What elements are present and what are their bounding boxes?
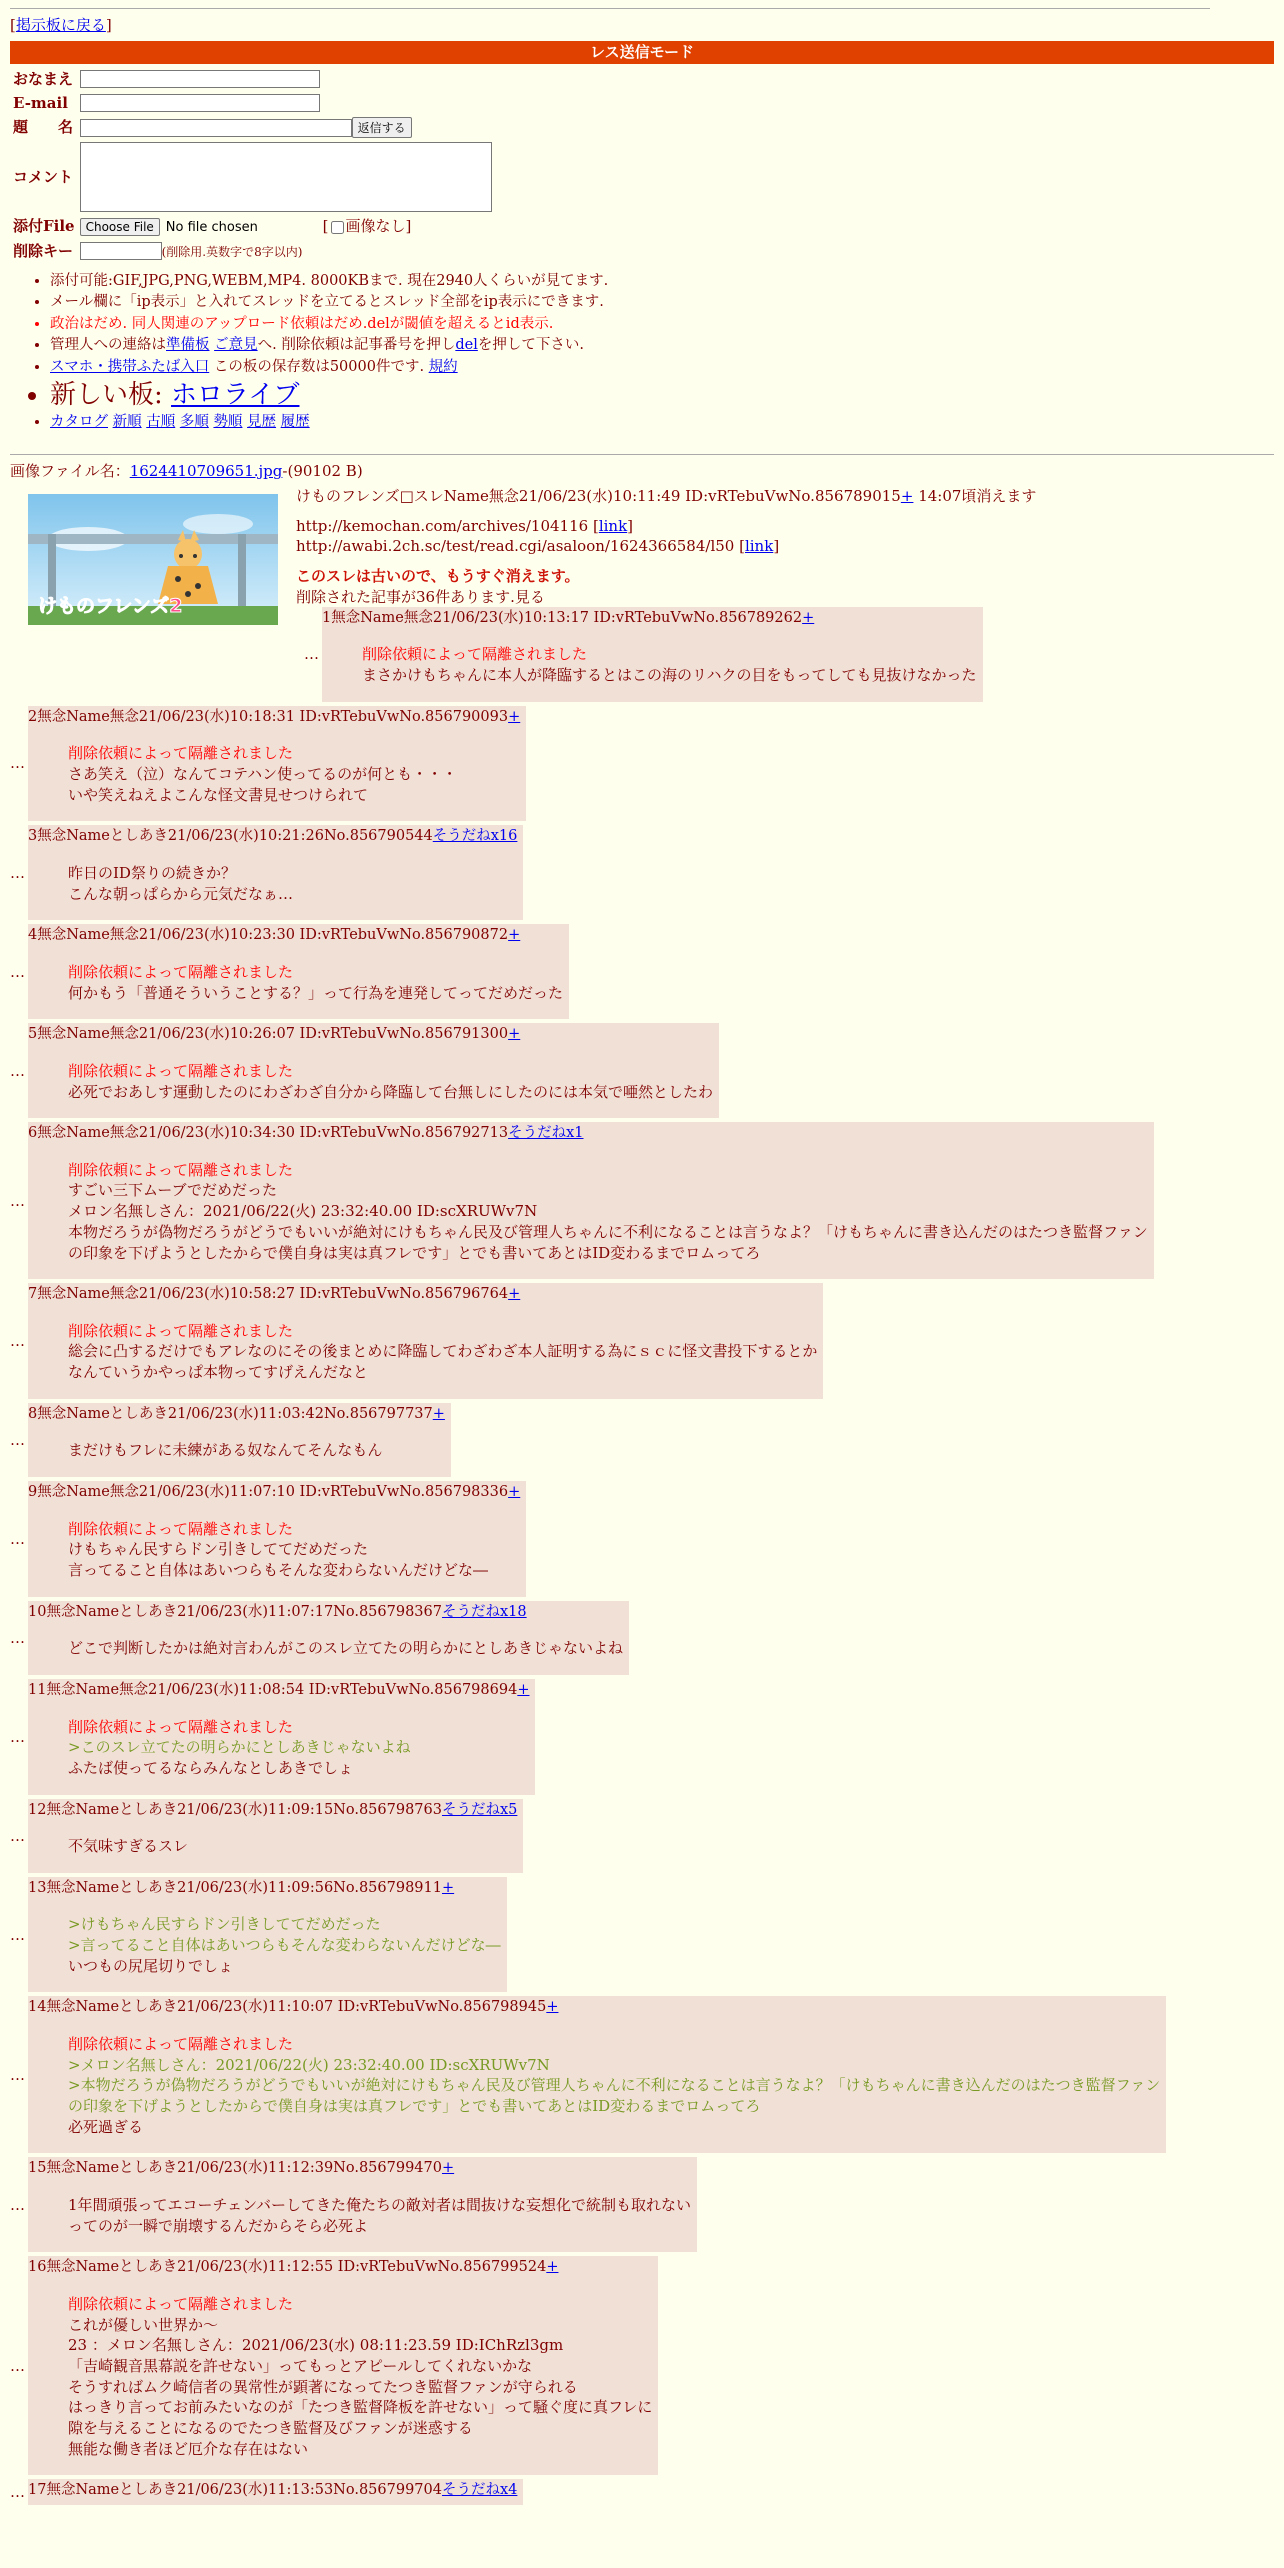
reply-body	[68, 2294, 652, 2460]
op-url-1-end: ]	[627, 516, 634, 535]
reply-header-text: 6無念Name無念21/06/23(水)10:34:30 ID:vRTebuVwNo.856792713	[28, 1125, 509, 1142]
note-ip: • メール欄に「ip表示」と入れてスレッドを立てるとスレッド全部をip表示にできます.	[50, 293, 1274, 313]
reply-row	[10, 2256, 1274, 2475]
quote-line: >本物だろうが偽物だろうがどうでもいいが絶対にけもちゃん民及び管理人ちゃんに不利になることは言うなよ？「けもちゃんに書き込んだのはたつき監督ファン	[68, 2076, 1161, 2095]
note-contact-text-2: へ. 削除依頼は記事番号を押し	[257, 337, 456, 354]
reply-row	[10, 2479, 1274, 2505]
reply-line: 1年間頑張ってエコーチェンバーしてきた俺たちの敵対者は間抜けな妄想化で統制も取れない	[68, 2196, 692, 2215]
reply-header-text: 3無念Nameとしあき21/06/23(水)10:21:26No.856790544	[28, 828, 433, 845]
reply-header-text: 1無念Name無念21/06/23(水)10:13:17 ID:vRTebuVwNo.856789262	[322, 609, 803, 626]
reply-header	[28, 1603, 623, 1623]
sodane-button[interactable]: そうだねx18	[441, 1603, 527, 1620]
sort-momentum-link[interactable]: 勢順	[213, 413, 243, 430]
reply-post	[28, 1877, 507, 1993]
reply-ellipsis: …	[10, 1925, 25, 1944]
reply-ellipsis: …	[10, 1628, 25, 1647]
sort-old-link[interactable]: 古順	[146, 413, 176, 430]
reply-line: まさかけもちゃんに本人が降臨するとはこの海のリハクの目をもってしても見抜けなかった	[362, 666, 977, 685]
reply-post	[28, 2256, 658, 2475]
reply-row	[10, 1799, 1274, 1873]
reply-post	[28, 706, 526, 822]
reply-plus-link[interactable]: +	[802, 609, 815, 626]
reply-line: 「吉崎観音黒幕説を許せない」ってもっとアピールしてくれないかな	[68, 2357, 533, 2376]
reply-plus-link[interactable]: +	[508, 1026, 521, 1043]
reply-line: なんていうかやっぱ本物ってすげえんだなと	[68, 1363, 369, 1382]
reply-line: 総会に凸するだけでもアレなのにその後まとめに降臨してわざわざ本人証明する為にｓｃに怪文書投下するとか	[68, 1342, 818, 1361]
reply-line: の印象を下げようとしたからで僕自身は実は真フレです」とでも書いてあとはID変わるまでロムってろ	[68, 1243, 761, 1262]
reply-ellipsis: …	[10, 1331, 25, 1350]
comment-textarea[interactable]	[80, 142, 492, 212]
reply-row	[10, 1877, 1274, 1993]
reply-body	[68, 1638, 623, 1659]
reply-post	[28, 2157, 697, 2252]
reply-post	[28, 1283, 823, 1399]
reply-body	[68, 962, 563, 1003]
reply-row	[10, 1996, 1274, 2153]
choose-file-button[interactable]: Choose File	[80, 218, 160, 236]
deleted-notice: 削除依頼によって隔離されました	[68, 962, 294, 981]
reply-header	[28, 1483, 520, 1503]
name-label: おなまえ	[13, 69, 74, 88]
reply-post	[28, 1403, 451, 1477]
reply-line: こんな朝っぱらから元気だなぁ…	[68, 884, 294, 903]
reply-row	[10, 706, 1274, 822]
no-file-text: No file chosen	[165, 220, 258, 235]
history-link[interactable]: 履歴	[280, 413, 310, 430]
noimage-label: 画像なし	[345, 217, 406, 235]
reply-line: どこで判断したかは絶対言わんがこのスレ立てたの明らかにとしあきじゃないよね	[68, 1639, 624, 1658]
reply-header-text: 15無念Nameとしあき21/06/23(水)11:12:39No.856799470	[28, 2160, 442, 2177]
reply-ellipsis: …	[10, 2483, 25, 2502]
note-new-board	[50, 380, 1274, 411]
reply-post	[28, 924, 569, 1019]
sodane-button[interactable]: そうだねx1	[508, 1125, 584, 1142]
note-sort-links	[50, 413, 1274, 433]
reply-row	[10, 2157, 1274, 2252]
noimage-option: [ 画像なし]	[322, 217, 412, 235]
reply-header	[28, 1025, 713, 1045]
reply-header-text: 8無念Nameとしあき21/06/23(水)11:03:42No.856797737	[28, 1405, 433, 1422]
reply-header	[28, 2159, 691, 2179]
deleted-notice: 削除依頼によって隔離されました	[68, 2294, 294, 2313]
reply-ellipsis: …	[10, 962, 25, 981]
board-notes	[10, 272, 1274, 433]
old-thread-warning: このスレは古いので、もうすぐ消えます。	[296, 567, 580, 586]
reply-line: はっきり言ってお前みたいなのが「たつき監督降板を許せない」って騒ぐ度に真フレに	[68, 2398, 653, 2417]
reply-post	[322, 607, 983, 702]
reply-body	[68, 1836, 517, 1857]
reply-row	[10, 1283, 1274, 1399]
back-to-board-link[interactable]: 掲示板に戻る	[15, 16, 106, 34]
deleted-notice: 削除依頼によって隔離されました	[68, 744, 294, 763]
reply-header-text: 7無念Name無念21/06/23(水)10:58:27 ID:vRTebuVwNo.856796764	[28, 1286, 509, 1303]
hololive-board-link[interactable]: ホロライブ	[171, 379, 300, 410]
thread-divider	[10, 454, 1274, 455]
reply-header	[28, 708, 520, 728]
deleted-notice: 削除依頼によって隔離されました	[68, 1519, 294, 1538]
email-input[interactable]	[80, 94, 320, 112]
deleted-notice: 削除依頼によって隔離されました	[68, 1717, 294, 1736]
reply-header-text: 17無念Nameとしあき21/06/23(水)11:13:53No.856799704	[28, 2482, 442, 2499]
note-storage-text: この板の保存数は50000件です.	[209, 359, 429, 376]
op-link-2[interactable]: link	[744, 537, 774, 556]
top-divider	[10, 8, 1210, 9]
opinion-link[interactable]: ご意見	[214, 337, 258, 354]
subject-input[interactable]	[80, 119, 352, 137]
reply-plus-link[interactable]: +	[517, 1681, 530, 1698]
reply-line: 必死過ぎる	[68, 2117, 144, 2136]
reply-header-text: 16無念Nameとしあき21/06/23(水)11:12:55 ID:vRTebuVwNo.856799524	[28, 2259, 547, 2276]
noimage-checkbox[interactable]	[331, 221, 344, 234]
quote-line: >メロン名無しさん：2021/06/22(火) 23:32:40.00 ID:scXRUWv7N	[68, 2055, 550, 2074]
op-link-line-1	[296, 516, 1036, 536]
reply-line: 23 ：メロン名無しさん：2021/06/23(水) 08:11:23.59 ID:IChRzl3gm	[68, 2336, 564, 2355]
op-header	[296, 486, 1036, 506]
reply-header	[28, 1998, 1160, 2018]
reply-body	[68, 743, 520, 805]
reply-header-text: 5無念Name無念21/06/23(水)10:26:07 ID:vRTebuVwNo.856791300	[28, 1026, 509, 1043]
reply-ellipsis: …	[10, 1727, 25, 1746]
reply-row	[10, 1023, 1274, 1118]
reply-line: そうすればムク崎信者の異常性が顕著になってたつき監督ファンが守られる	[68, 2377, 578, 2396]
deleted-notice: 削除依頼によって隔離されました	[68, 1321, 294, 1340]
reply-header	[28, 2481, 517, 2501]
op-header-text: けものフレンズ□スレName無念21/06/23(水)10:11:49 ID:vRTebuVwNo.856789015	[296, 486, 901, 505]
reply-header-text: 12無念Nameとしあき21/06/23(水)11:09:15No.856798763	[28, 1801, 442, 1818]
reply-ellipsis: …	[10, 1529, 25, 1548]
reply-body	[68, 1061, 713, 1102]
reply-ellipsis: …	[10, 1826, 25, 1845]
viewed-history-link[interactable]: 見歴	[247, 413, 277, 430]
bracket-close: ]	[105, 16, 112, 34]
reply-line: 無能な働き者ほど厄介な存在はない	[68, 2439, 309, 2458]
reply-header	[28, 1285, 817, 1305]
reply-body	[68, 863, 517, 904]
op-link-line-2	[296, 536, 1036, 556]
reply-plus-link[interactable]: +	[508, 708, 521, 725]
reply-plus-link[interactable]: +	[508, 1286, 521, 1303]
reply-plus-link[interactable]: +	[508, 927, 521, 944]
note-upload: • 添付可能:GIF,JPG,PNG,WEBM,MP4. 8000KBまで. 現在2940人くらいが見てます.	[50, 272, 1274, 292]
reply-plus-link[interactable]: +	[546, 2259, 559, 2276]
note-politics: • 政治はだめ. 同人関連のアップロード依頼はだめ.delが閾値を超えるとid表示.	[50, 315, 1274, 335]
op-link-1[interactable]: link	[598, 516, 628, 535]
file-info	[10, 461, 1274, 481]
reply-header	[28, 1801, 517, 1821]
submit-reply-button[interactable]: 返信する	[352, 117, 412, 138]
file-label: 添付File	[13, 217, 75, 236]
reply-header-text: 14無念Nameとしあき21/06/23(水)11:10:07 ID:vRTebuVwNo.856798945	[28, 1999, 547, 2016]
reply-header	[28, 827, 517, 847]
note-contact-end: を押して下さい.	[477, 337, 584, 354]
note-contact-text: 管理人への連絡は	[50, 337, 166, 354]
bracket-open: [	[10, 16, 16, 34]
reply-form	[10, 66, 495, 264]
thumbnail-logo-text: けものフレンズ2	[38, 594, 183, 617]
reply-ellipsis: …	[10, 863, 25, 882]
comment-label: コメント	[13, 167, 74, 186]
reply-header-text: 2無念Name無念21/06/23(水)10:18:31 ID:vRTebuVwNo.856790093	[28, 708, 509, 725]
image-file-link[interactable]: 1624410709651.jpg	[129, 462, 283, 481]
reply-line: 本物だろうが偽物だろうがどうでもいいが絶対にけもちゃん民及び管理人ちゃんに不利になることは言うなよ？「けもちゃんに書き込んだのはたつき監督ファン	[68, 1222, 1148, 1241]
reply-header-text: 9無念Name無念21/06/23(水)11:07:10 ID:vRTebuVwNo.856798336	[28, 1484, 509, 1501]
catalog-link[interactable]: カタログ	[50, 413, 108, 430]
op-expire-text: 14:07頃消えます	[913, 486, 1037, 505]
reply-line: メロン名無しさん：2021/06/22(火) 23:32:40.00 ID:scXRUWv7N	[68, 1202, 538, 1221]
reply-header	[28, 1681, 529, 1701]
reply-header-text: 11無念Name無念21/06/23(水)11:08:54 ID:vRTebuVwNo.856798694	[28, 1681, 518, 1698]
sodane-button[interactable]: そうだねx5	[441, 1801, 518, 1818]
reply-mode-banner: レス送信モード	[10, 41, 1274, 63]
new-board-text: 新しい板:	[50, 379, 172, 410]
sodane-button[interactable]: そうだねx4	[441, 2482, 518, 2499]
reply-line: 何かもう「普通そういうことする？」って行為を連発してってだめだった	[68, 983, 564, 1002]
op-url-2-end: ]	[773, 537, 780, 556]
sort-many-link[interactable]: 多順	[179, 413, 209, 430]
reply-post	[28, 2479, 523, 2505]
name-input[interactable]	[80, 70, 320, 88]
delkey-note: (削除用.英数字で8字以内)	[161, 244, 303, 259]
reply-row	[10, 1481, 1274, 1597]
subject-label: 題 名	[13, 118, 74, 137]
reply-post	[28, 1799, 523, 1873]
quote-line: >言ってること自体はあいつらもそんな変わらないんだけどな―	[68, 1936, 501, 1955]
deleted-notice: 削除依頼によって隔離されました	[68, 1061, 294, 1080]
reply-line: さあ笑え（泣）なんてコテハン使ってるのが何とも・・・	[68, 765, 458, 784]
reply-header	[28, 1879, 501, 1899]
reply-line: 不気味すぎるスレ	[68, 1837, 189, 1856]
sort-new-link[interactable]: 新順	[112, 413, 142, 430]
thread	[10, 461, 1274, 2505]
op-post	[296, 482, 1036, 706]
file-size: -(90102 B)	[282, 462, 363, 481]
reply-body	[68, 2034, 1160, 2137]
email-label: E-mail	[13, 93, 68, 112]
reply-ellipsis: …	[304, 645, 319, 664]
quote-line: >けもちゃん民すらドン引きしててだめだった	[68, 1915, 381, 1934]
deleted-notice: 削除依頼によって隔離されました	[68, 2035, 294, 2054]
reply-ellipsis: …	[10, 754, 25, 773]
reply-post	[28, 1996, 1166, 2153]
reply-ellipsis: …	[10, 2356, 25, 2375]
file-info-label: 画像ファイル名：	[10, 462, 130, 481]
reply-body	[68, 1321, 817, 1383]
thread-op	[10, 482, 1274, 706]
reply-header	[28, 926, 563, 946]
reply-post	[28, 825, 523, 920]
reply-header	[322, 609, 977, 629]
reply-body	[68, 1440, 445, 1461]
reply-line: 隙を与えることになるのでたつき監督及びファンが迷惑する	[68, 2419, 473, 2438]
reply-header-text: 4無念Name無念21/06/23(水)10:23:30 ID:vRTebuVwNo.856790872	[28, 927, 509, 944]
reply-row	[304, 607, 1036, 702]
reply-header	[28, 2258, 652, 2278]
reply-plus-link[interactable]: +	[432, 1405, 445, 1422]
quote-line: >このスレ立てたの明らかにとしあきじゃないよね	[68, 1738, 411, 1757]
deleted-count[interactable]: 削除された記事が36件あります.見る	[296, 587, 545, 606]
reply-line: 言ってること自体はあいつらもそんな変わらないんだけどな―	[68, 1561, 489, 1580]
reply-post	[28, 1601, 629, 1675]
reply-plus-link[interactable]: +	[508, 1484, 521, 1501]
reply-ellipsis: …	[10, 1061, 25, 1080]
op-url-2: http://awabi.2ch.sc/test/read.cgi/asaloon/1624366584/l50 [	[296, 537, 745, 556]
reply-row	[10, 1122, 1274, 1279]
reply-row	[10, 1679, 1274, 1795]
reply-post	[28, 1679, 535, 1795]
reply-body	[68, 1519, 520, 1581]
reply-ellipsis: …	[10, 1430, 25, 1449]
reply-line: いつもの尻尾切りでしょ	[68, 1956, 234, 1975]
reply-body	[68, 2195, 691, 2236]
reply-body	[68, 1160, 1148, 1263]
reply-ellipsis: …	[10, 2195, 25, 2214]
reply-line: これが優しい世界か～	[68, 2315, 219, 2334]
reply-header	[28, 1405, 445, 1425]
reply-body	[68, 1717, 529, 1779]
op-body	[296, 516, 1036, 557]
note-mobile	[50, 358, 1274, 378]
reply-header	[28, 1124, 1148, 1144]
sodane-button[interactable]: そうだねx16	[432, 828, 518, 845]
reply-row	[10, 825, 1274, 920]
reply-plus-link[interactable]: +	[441, 2160, 455, 2177]
reply-row	[10, 1403, 1274, 1477]
first-reply-slot	[296, 607, 1036, 702]
reply-row	[10, 924, 1274, 1019]
reply-line: すごい三下ムーブでだめだった	[68, 1181, 277, 1200]
reply-post	[28, 1122, 1154, 1279]
op-url-1: http://kemochan.com/archives/104116 [	[296, 516, 599, 535]
prep-board-link[interactable]: 準備板	[166, 337, 210, 354]
delete-key-input[interactable]	[80, 242, 162, 260]
deleted-notice: 削除依頼によって隔離されました	[362, 645, 588, 664]
reply-body	[362, 644, 977, 685]
reply-line: けもちゃん民すらドン引きしててだめだった	[68, 1540, 369, 1559]
reply-line: ふたば使ってるならみんなとしあきでしょ	[68, 1758, 354, 1777]
back-nav	[10, 15, 1274, 35]
thumbnail-image	[28, 494, 278, 625]
reply-post	[28, 1023, 719, 1118]
reply-header-text: 10無念Nameとしあき21/06/23(水)11:07:17No.856798367	[28, 1603, 442, 1620]
reply-header-text: 13無念Nameとしあき21/06/23(水)11:09:56No.856798911	[28, 1879, 442, 1896]
reply-plus-link[interactable]: +	[441, 1879, 455, 1896]
reply-row	[10, 1601, 1274, 1675]
delkey-label: 削除キー	[13, 241, 74, 260]
reply-list	[10, 706, 1274, 2505]
reply-ellipsis: …	[10, 2065, 25, 2084]
reply-line: ってのが一瞬で崩壊するんだからそら必死よ	[68, 2216, 369, 2235]
quote-line: の印象を下げようとしたからで僕自身は実は真フレです」とでも書いてあとはID変わるまでロムってろ	[68, 2097, 761, 2116]
del-link[interactable]: del	[455, 337, 478, 354]
reply-line: 必死でおあしす運動したのにわざわざ自分から降臨して台無しにしたのには本気で唖然としたわ	[68, 1082, 714, 1101]
reply-line: いや笑えねえよこんな怪文書見せつけられて	[68, 785, 369, 804]
thread-thumbnail[interactable]	[28, 494, 278, 625]
deleted-notice: 削除依頼によって隔離されました	[68, 1160, 294, 1179]
reply-body	[68, 1914, 501, 1976]
reply-post	[28, 1481, 526, 1597]
op-plus-link[interactable]: +	[900, 486, 914, 505]
rules-link[interactable]: 規約	[428, 359, 458, 376]
reply-plus-link[interactable]: +	[546, 1999, 559, 2016]
reply-ellipsis: …	[10, 1191, 25, 1210]
mobile-entrance-link[interactable]: スマホ・携帯ふたば入口	[50, 359, 210, 376]
reply-line: まだけもフレに未練がある奴なんてそんなもん	[68, 1441, 383, 1460]
note-contact	[50, 336, 1274, 356]
reply-line: 昨日のID祭りの続きか？	[68, 863, 236, 882]
